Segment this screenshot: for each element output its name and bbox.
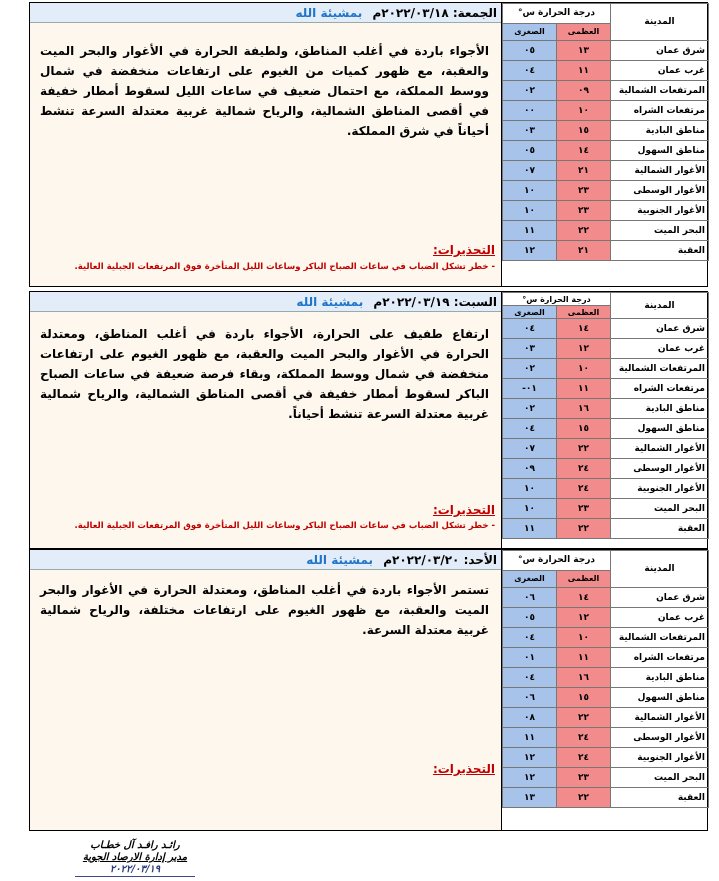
max-temp: ١٤ — [557, 319, 611, 339]
max-temp: ٢٢ — [557, 439, 611, 459]
city-name: مناطق البادية — [611, 121, 709, 141]
city-name: الأغوار الجنوبية — [611, 748, 709, 768]
temperature-table — [501, 292, 707, 548]
blessing-text: بمشيئة الله — [295, 6, 363, 20]
city-name: المرتفعات الشمالية — [611, 359, 709, 379]
max-temp: ٢٣ — [557, 499, 611, 519]
max-temp: ٢٢ — [557, 788, 611, 808]
max-temp: ١٠ — [557, 628, 611, 648]
max-column-header: العظمى — [557, 23, 611, 40]
max-temp: ١١ — [557, 61, 611, 81]
city-name: العقبة — [611, 241, 709, 261]
min-column-header: الصغرى — [503, 306, 557, 319]
city-name: العقبة — [611, 788, 709, 808]
min-temp: ٠١ — [503, 648, 557, 668]
max-temp: ٢٤ — [557, 479, 611, 499]
min-temp: ٠٤ — [503, 61, 557, 81]
min-temp: ٠٨ — [503, 708, 557, 728]
day-header — [30, 550, 503, 570]
min-temp: ٠٥ — [503, 141, 557, 161]
table-row — [503, 748, 709, 768]
forecast-text-area — [30, 292, 503, 548]
city-name: الأغوار الجنوبية — [611, 479, 709, 499]
table-row — [503, 201, 709, 221]
min-temp: ٠٣ — [503, 339, 557, 359]
min-temp: ٠٤ — [503, 419, 557, 439]
table-row — [503, 61, 709, 81]
min-temp: ٠٥ — [503, 41, 557, 61]
city-name: شرق عمان — [611, 588, 709, 608]
max-temp: ٢٣ — [557, 181, 611, 201]
table-row — [503, 588, 709, 608]
max-temp: ٢٢ — [557, 708, 611, 728]
table-row — [503, 319, 709, 339]
min-temp: ١٠ — [503, 479, 557, 499]
temperature-grid — [502, 292, 709, 539]
city-name: الأغوار الشمالية — [611, 439, 709, 459]
min-temp: ٠٢ — [503, 81, 557, 101]
table-row — [503, 628, 709, 648]
table-row — [503, 161, 709, 181]
table-row — [503, 439, 709, 459]
city-name: مرتفعات الشراه — [611, 101, 709, 121]
min-temp: ١٠ — [503, 201, 557, 221]
city-name: مناطق البادية — [611, 399, 709, 419]
warnings-text: - خطر تشكل الضباب في ساعات الصباح الباكر وساعات الليل المتأخرة فوق المرتفعات الجبلية العالية. — [74, 521, 495, 531]
city-name: المرتفعات الشمالية — [611, 81, 709, 101]
table-row — [503, 668, 709, 688]
min-temp: ٠٣ — [503, 121, 557, 141]
min-temp: ٠٥ — [503, 608, 557, 628]
min-temp: ٠٢ — [503, 399, 557, 419]
min-temp: ١٢ — [503, 768, 557, 788]
max-temp: ٢٣ — [557, 201, 611, 221]
table-row — [503, 499, 709, 519]
temperature-grid — [502, 3, 709, 261]
max-temp: ١٢ — [557, 339, 611, 359]
city-name: العقبة — [611, 519, 709, 539]
max-temp: ٢٤ — [557, 748, 611, 768]
temperature-grid — [502, 550, 709, 808]
city-name: مناطق السهول — [611, 141, 709, 161]
min-temp: ٠٩ — [503, 459, 557, 479]
max-temp: ١٦ — [557, 668, 611, 688]
max-temp: ٢٢ — [557, 221, 611, 241]
temperature-column-header: درجة الحرارة س° — [503, 4, 611, 24]
city-name: البحر الميت — [611, 768, 709, 788]
min-temp: ١٢ — [503, 748, 557, 768]
city-name: مرتفعات الشراه — [611, 379, 709, 399]
forecast-paragraph: الأجواء باردة في أغلب المناطق، ولطيفة الحرارة في الأغوار والبحر الميت والعقبة، مع ظهور كميات من الغيوم على ارتفاعات منخفضة في شمال ووسط المملكة، مع احتمال ضعيف في ساعات الليل لسقوط أمطار خفيفة في أقصى المناطق الشمالية، والرياح شمالية غربية معتدلة السرعة تنشط أحياناً في شرق المملكة. — [40, 44, 489, 138]
city-name: غرب عمان — [611, 339, 709, 359]
day-date: ٢٠٢٢/٠٣/٢٠م — [383, 553, 460, 567]
city-name: الأغوار الشمالية — [611, 161, 709, 181]
max-temp: ١٠ — [557, 101, 611, 121]
forecast-paragraph: ارتفاع طفيف على الحرارة، الأجواء باردة في أغلب المناطق، ومعتدلة الحرارة في الأغوار والبحر الميت والعقبة، مع ظهور الغيوم على ارتفاعات منخفضة في شمال ووسط المملكة، وبقاء فرصة ضعيفة في ساعات الصباح الباكر لسقوط أمطار خفيفة في أقصى المناطق الشمالية، والرياح شمالية غربية معتدلة السرعة تنشط أحياناً. — [40, 327, 489, 421]
max-temp: ١٢ — [557, 608, 611, 628]
day-header — [30, 3, 503, 23]
table-row — [503, 459, 709, 479]
table-row — [503, 728, 709, 748]
warnings-title: التحذيرات: — [432, 243, 495, 257]
table-row — [503, 419, 709, 439]
city-name: غرب عمان — [611, 608, 709, 628]
city-name: شرق عمان — [611, 41, 709, 61]
temperature-column-header: درجة الحرارة س° — [503, 293, 611, 306]
city-name: مناطق البادية — [611, 668, 709, 688]
table-row — [503, 379, 709, 399]
max-temp: ٢٣ — [557, 768, 611, 788]
temperature-column-header: درجة الحرارة س° — [503, 551, 611, 571]
min-temp: ٠٤ — [503, 668, 557, 688]
table-row — [503, 768, 709, 788]
min-temp: ٠٤ — [503, 628, 557, 648]
max-temp: ١٤ — [557, 588, 611, 608]
city-name: الأغوار الوسطى — [611, 728, 709, 748]
table-row — [503, 519, 709, 539]
max-temp: ١٤ — [557, 141, 611, 161]
max-temp: ١٥ — [557, 419, 611, 439]
signatory-title: مدير إدارة الارصاد الجوية — [82, 852, 188, 863]
max-temp: ٢٤ — [557, 459, 611, 479]
city-column-header: المدينة — [611, 551, 709, 588]
max-temp: ٠٩ — [557, 81, 611, 101]
table-row — [503, 81, 709, 101]
min-column-header: الصغرى — [503, 570, 557, 587]
max-temp: ٢١ — [557, 241, 611, 261]
table-row — [503, 399, 709, 419]
table-row — [503, 479, 709, 499]
day-name: الجمعة: — [452, 6, 497, 20]
max-column-header: العظمى — [557, 570, 611, 587]
temperature-table — [501, 3, 707, 286]
min-temp: ٠٦ — [503, 688, 557, 708]
warnings-title: التحذيرات: — [432, 762, 495, 776]
max-temp: ١٣ — [557, 41, 611, 61]
max-temp: ٢١ — [557, 161, 611, 181]
max-column-header: العظمى — [557, 306, 611, 319]
warnings-text: - خطر تشكل الضباب في ساعات الصباح الباكر وساعات الليل المتأخرة فوق المرتفعات الجبلية العالية. — [74, 262, 495, 272]
table-row — [503, 141, 709, 161]
max-temp: ١٥ — [557, 688, 611, 708]
max-temp: ١٥ — [557, 121, 611, 141]
day-name: السبت: — [453, 295, 497, 309]
city-name: مرتفعات الشراه — [611, 648, 709, 668]
table-row — [503, 241, 709, 261]
table-row — [503, 181, 709, 201]
max-temp: ١٦ — [557, 399, 611, 419]
forecast-text-area — [30, 3, 503, 286]
warnings-title: التحذيرات: — [432, 503, 495, 517]
max-temp: ١١ — [557, 648, 611, 668]
max-temp: ٢٤ — [557, 728, 611, 748]
forecast-text-area — [30, 550, 503, 830]
min-column-header: الصغرى — [503, 23, 557, 40]
blessing-text: بمشيئة الله — [296, 295, 364, 309]
min-temp: ٠٧ — [503, 161, 557, 181]
table-row — [503, 339, 709, 359]
blessing-text: بمشيئة الله — [306, 553, 374, 567]
city-name: البحر الميت — [611, 499, 709, 519]
max-temp: ١٠ — [557, 359, 611, 379]
city-name: المرتفعات الشمالية — [611, 628, 709, 648]
city-name: الأغوار الجنوبية — [611, 201, 709, 221]
min-temp: ٠٧ — [503, 439, 557, 459]
forecast-day-2 — [29, 291, 708, 549]
city-name: مناطق السهول — [611, 688, 709, 708]
signature-block — [60, 840, 210, 877]
min-temp: ١١ — [503, 728, 557, 748]
city-name: الأغوار الوسطى — [611, 459, 709, 479]
forecast-day-1 — [29, 2, 708, 287]
max-temp: ١١ — [557, 379, 611, 399]
city-column-header: المدينة — [611, 4, 709, 41]
city-name: شرق عمان — [611, 319, 709, 339]
day-date: ٢٠٢٢/٠٣/١٩م — [373, 295, 450, 309]
table-row — [503, 121, 709, 141]
day-date: ٢٠٢٢/٠٣/١٨م — [372, 6, 449, 20]
table-row — [503, 648, 709, 668]
max-temp: ٢٢ — [557, 519, 611, 539]
table-row — [503, 708, 709, 728]
min-temp: ٠٦ — [503, 588, 557, 608]
min-temp: ٠٢ — [503, 359, 557, 379]
temperature-table — [501, 550, 707, 830]
city-name: غرب عمان — [611, 61, 709, 81]
signature-stroke — [75, 876, 195, 877]
city-name: مناطق السهول — [611, 419, 709, 439]
city-name: الأغوار الشمالية — [611, 708, 709, 728]
day-header — [30, 292, 503, 312]
table-row — [503, 221, 709, 241]
city-column-header: المدينة — [611, 293, 709, 319]
table-row — [503, 101, 709, 121]
min-temp: ٠١- — [503, 379, 557, 399]
table-row — [503, 41, 709, 61]
signature-date: ٢٠٢٢/٠٣/١٩ — [109, 864, 161, 875]
table-row — [503, 788, 709, 808]
min-temp: ٠٠ — [503, 101, 557, 121]
forecast-paragraph: تستمر الأجواء باردة في أغلب المناطق، ومعتدلة الحرارة في الأغوار والبحر الميت والعقبة، مع ظهور الغيوم على ارتفاعات مختلفة، والرياح شمالية غربية معتدلة السرعة. — [40, 583, 489, 637]
min-temp: ٠٤ — [503, 319, 557, 339]
city-name: البحر الميت — [611, 221, 709, 241]
city-name: الأغوار الوسطى — [611, 181, 709, 201]
min-temp: ١١ — [503, 221, 557, 241]
day-name: الأحد: — [463, 553, 497, 567]
min-temp: ١٠ — [503, 181, 557, 201]
table-row — [503, 688, 709, 708]
forecast-day-3 — [29, 549, 708, 831]
min-temp: ١٢ — [503, 241, 557, 261]
min-temp: ١١ — [503, 519, 557, 539]
table-row — [503, 608, 709, 628]
signatory-name: رائـد رافـد آل خطـاب — [90, 840, 180, 851]
min-temp: ١٠ — [503, 499, 557, 519]
table-row — [503, 359, 709, 379]
min-temp: ١٣ — [503, 788, 557, 808]
